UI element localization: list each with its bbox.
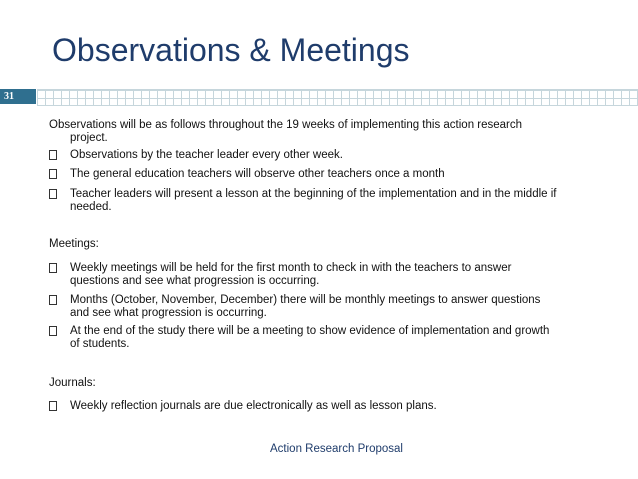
meeting-item-3-line-1: At the end of the study there will be a meeting to show evidence of implementation and growth (70, 325, 550, 337)
bullet-box-icon (49, 326, 57, 336)
slide-footer: Action Research Proposal (270, 443, 403, 455)
observation-item-3-line-1: Teacher leaders will present a lesson at the beginning of the implementation and in the middle if (70, 188, 557, 200)
intro-line-1: Observations will be as follows throughout the 19 weeks of implementing this action research (49, 119, 523, 131)
bullet-box-icon (49, 295, 57, 305)
journals-heading: Journals: (49, 377, 96, 389)
observation-item-3-line-2: needed. (70, 201, 112, 213)
meetings-heading: Meetings: (49, 238, 99, 250)
intro-line-2: project. (70, 132, 108, 144)
journal-item-1: Weekly reflection journals are due electronically as well as lesson plans. (70, 400, 437, 412)
slide-title: Observations & Meetings (52, 32, 410, 68)
decorative-grid-band (37, 89, 638, 106)
bullet-box-icon (49, 150, 57, 160)
meeting-item-1-line-1: Weekly meetings will be held for the first month to check in with the teachers to answer (70, 262, 512, 274)
meeting-item-2-line-2: and see what progression is occurring. (70, 307, 267, 319)
meeting-item-1-line-2: questions and see what progression is occurring. (70, 275, 320, 287)
bullet-box-icon (49, 263, 57, 273)
observation-item-2: The general education teachers will observe other teachers once a month (70, 168, 445, 180)
observation-item-1: Observations by the teacher leader every other week. (70, 149, 343, 161)
meeting-item-3-line-2: of students. (70, 338, 130, 350)
bullet-box-icon (49, 189, 57, 199)
slide-number: 31 (0, 89, 36, 104)
meeting-item-2-line-1: Months (October, November, December) there will be monthly meetings to answer questions (70, 294, 541, 306)
bullet-box-icon (49, 401, 57, 411)
bullet-box-icon (49, 169, 57, 179)
